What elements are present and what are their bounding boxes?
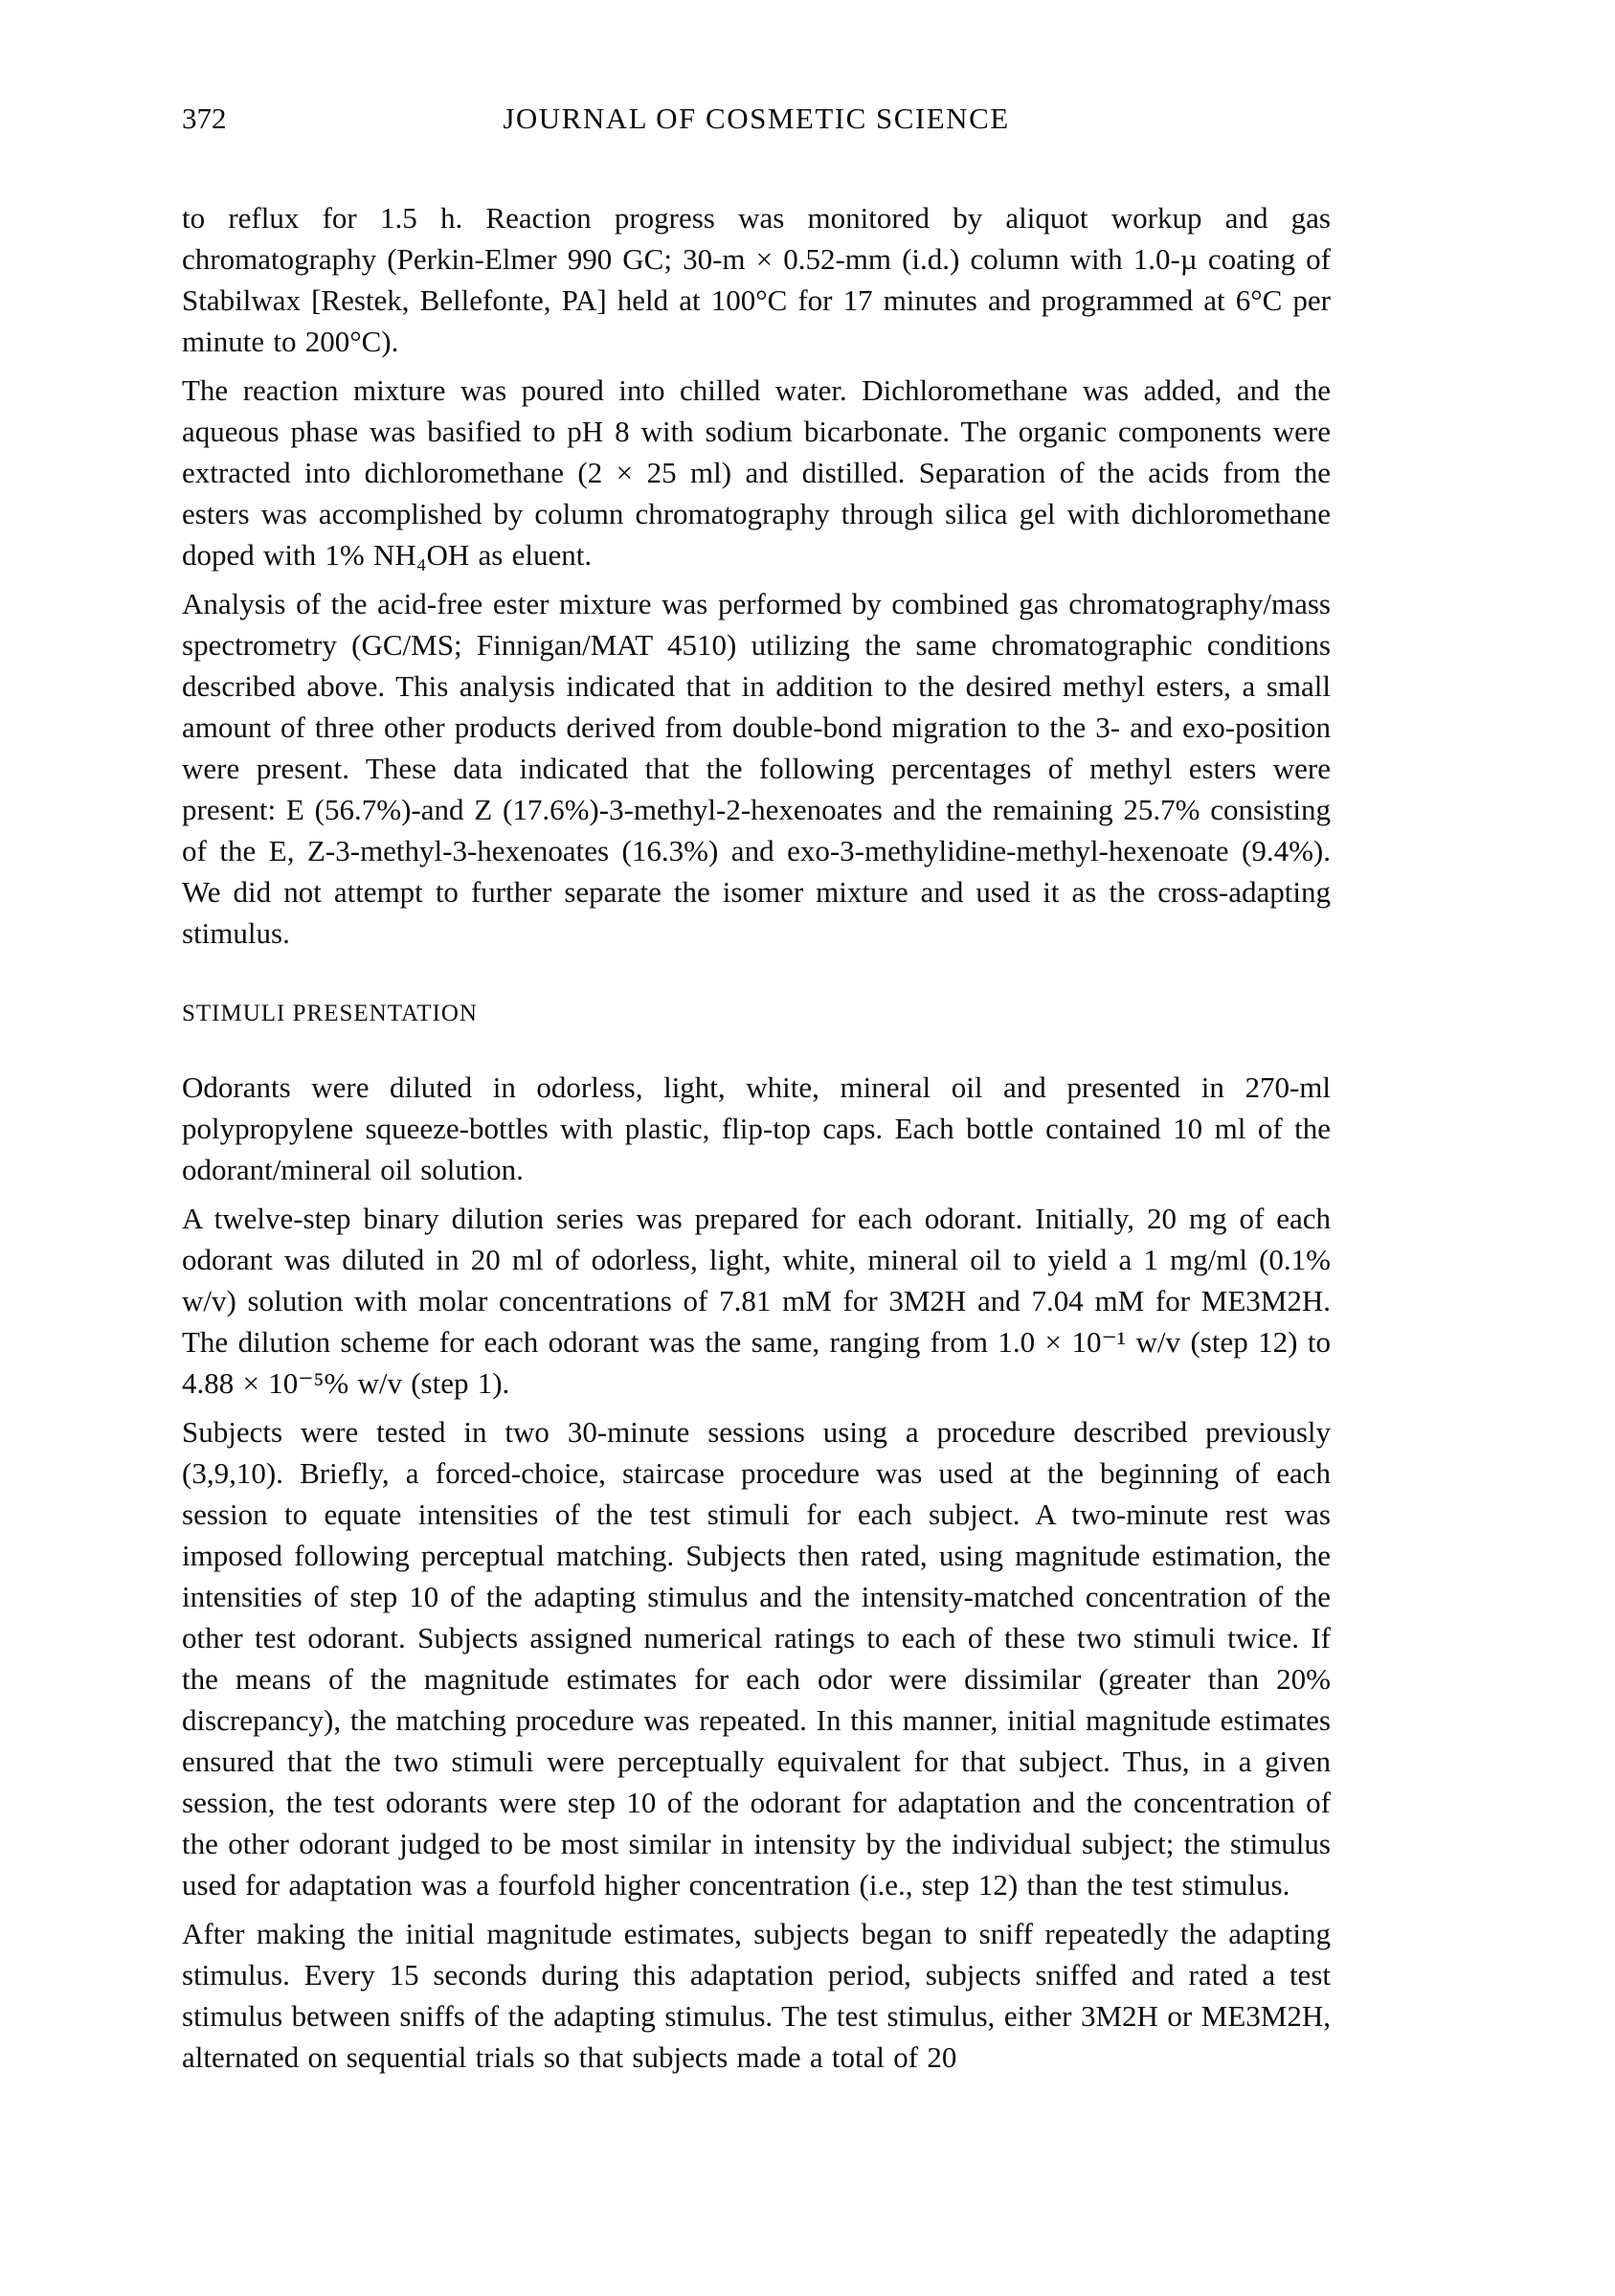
paragraph-odorant-bottles: Odorants were diluted in odorless, light, white, mineral oil and presented in 270-ml polypropylene squeeze-bottles with plastic, flip-top caps. Each bottle contained 10 ml of the odorant/mineral oil solution. (182, 1070, 1331, 1186)
paragraph-testing-procedure: Subjects were tested in two 30-minute sessions using a procedure described previously (3,9,10). Briefly, a forced-choice, staircase procedure was used at the beginning of each session to equate intensities of the test stimuli for each subject. A two-minute rest was imposed following perceptual matching. Subjects then rated, using magnitude estimation, the intensities of step 10 of the adapting stimulus and the intensity-matched concentration of the other test odorant. Subjects assigned numerical ratings to each of these two stimuli twice. If the means of the magnitude estimates for each odor were dissimilar (greater than 20% discrepancy), the matching procedure was repeated. In this manner, initial magnitude estimates ensured that the two stimuli were perceptually equivalent for that subject. Thus, in a given session, the test odorants were step 10 of the odorant for adaptation and the concentration of the other odorant judged to be most similar in intensity by the individual subject; the stimulus used for adaptation was a fourfold higher concentration (i.e., step 12) than the test stimulus. (182, 1415, 1331, 1902)
page-header (182, 100, 1331, 138)
page-body (182, 197, 1331, 2078)
paragraph-adaptation-sniffing: After making the initial magnitude estimates, subjects began to sniff repeatedly the adapting stimulus. Every 15 seconds during this adaptation period, subjects sniffed and rated a test stimulus between sniffs of the adapting stimulus. The test stimulus, either 3M2H or ME3M2H, alternated on sequential trials so that subjects made a total of 20 (182, 1917, 1331, 2074)
journal-title: JOURNAL OF COSMETIC SCIENCE (503, 101, 1010, 135)
section-heading-stimuli-presentation: STIMULI PRESENTATION (182, 1001, 478, 1026)
paragraph-dilution-series: A twelve-step binary dilution series was prepared for each odorant. Initially, 20 mg of each odorant was diluted in 20 ml of odorless, light, white, mineral oil to yield a 1 mg/ml (0.1% w/v) solution with molar concentrations of 7.81 mM for 3M2H and 7.04 mM for ME3M2H. The dilution scheme for each odorant was the same, ranging from 1.0 × 10⁻¹ w/v (step 12) to 4.88 × 10⁻⁵% w/v (step 1). (182, 1202, 1331, 1400)
paragraph-gcms-analysis: Analysis of the acid-free ester mixture was performed by combined gas chromatography/mass spectrometry (GC/MS; Finnigan/MAT 4510) utilizing the same chromatographic conditions described above. This analysis indicated that in addition to the desired methyl esters, a small amount of three other products derived from double-bond migration to the 3- and exo-position were present. These data indicated that the following percentages of methyl esters were present: E (56.7%)-and Z (17.6%)-3-methyl-2-hexenoates and the remaining 25.7% consisting of the E, Z-3-methyl-3-hexenoates (16.3%) and exo-3-methylidine-methyl-hexenoate (9.4%). We did not attempt to further separate the isomer mixture and used it as the cross-adapting stimulus. (182, 587, 1331, 950)
section-stimuli-presentation (182, 1000, 1331, 2078)
page-number: 372 (182, 101, 227, 135)
section-synthesis-continued (182, 197, 1331, 954)
paragraph-workup-extraction: The reaction mixture was poured into chilled water. Dichloromethane was added, and the aqueous phase was basified to pH 8 with sodium bicarbonate. The organic components were extracted into dichloromethane (2 × 25 ml) and distilled. Separation of the acids from the esters was accomplished by column chromatography through silica gel with dichloromethane doped with 1% NH₄OH as eluent. (182, 373, 1331, 572)
paragraph-reflux-gc: to reflux for 1.5 h. Reaction progress was monitored by aliquot workup and gas chromatography (Perkin-Elmer 990 GC; 30-m × 0.52-mm (i.d.) column with 1.0-µ coating of Stabilwax [Restek, Bellefonte, PA] held at 100°C for 17 minutes and programmed at 6°C per minute to 200°C). (182, 201, 1331, 358)
